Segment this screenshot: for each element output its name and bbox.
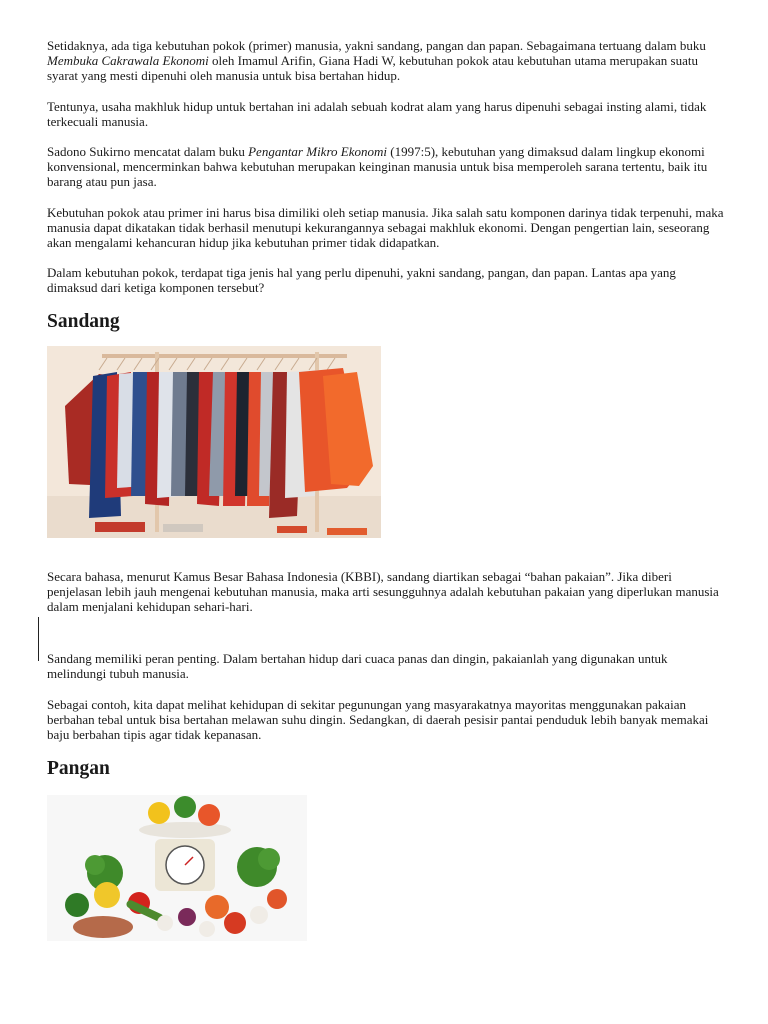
paragraph-survival: Tentunya, usaha makhluk hidup untuk bertahan ini adalah sebuah kodrat alam yang harus dipenuhi sebagai insting alami, tidak terkecuali manusia. [47, 98, 707, 129]
spacer [47, 614, 727, 651]
text-cursor [38, 617, 39, 661]
paragraph-three-types: Dalam kebutuhan pokok, terdapat tiga jenis hal yang perlu dipenuhi, yakni sandang, pangan, dan papan. Lantas apa yang dimaksud dari ketiga komponen tersebut? [47, 265, 676, 296]
paragraph-text: Setidaknya, ada tiga kebutuhan pokok (primer) manusia, yakni sandang, pangan dan papan. Sebagaimana tertuang dalam buku [47, 38, 706, 53]
clothing-rack-illustration [47, 346, 381, 538]
heading-pangan: Pangan [47, 758, 110, 780]
paragraph-example: Sebagai contoh, kita dapat melihat kehidupan di sekitar pegunungan yang masyarakatnya mayoritas menggunakan pakaian berbahan tebal untuk bisa bertahan melawan suhu dingin. Sedangkan, di daerah pesisir pantai penduduk lebih banyak memakai baju berbahan tipis agar tidak kepanasan. [47, 696, 709, 743]
paragraph-sukirno [47, 144, 727, 190]
book-title: Membuka Cakrawala Ekonomi [47, 53, 209, 69]
paragraph-sandang-role: Sandang memiliki peran penting. Dalam bertahan hidup dari cuaca panas dan dingin, pakaianlah yang digunakan untuk melindungi tubuh manusia. [47, 651, 668, 682]
paragraph-text: (1997:5), kebutuhan yang dimaksud dalam lingkup ekonomi konvensional, mencerminkan bahwa kebutuhan merupakan keinginan manusia untuk bisa memperoleh sarana tertentu, baik itu barang atau pun jasa. [47, 144, 708, 190]
book-title: Pengantar Mikro Ekonomi [248, 144, 387, 160]
clothing-rack-image [47, 346, 381, 538]
vegetables-scale-illustration [47, 795, 307, 941]
paragraph-primary-needs: Kebutuhan pokok atau primer ini harus bisa dimiliki oleh setiap manusia. Jika salah satu komponen darinya tidak terpenuhi, maka manusia dapat dikatakan tidak berhasil menutupi kekurangannya sebagai makhluk ekonomi. Dengan pengertian lain, seseorang akan mengalami kehancuran hidup jika kebutuhan primer tidak didapatkan. [47, 204, 724, 251]
heading-sandang: Sandang [47, 310, 120, 332]
paragraph-text: oleh Imamul Arifin, Giana Hadi W, kebutuhan pokok atau kebutuhan utama merupakan suatu syarat yang mesti dipenuhi oleh manusia untuk bisa bertahan hidup. [47, 53, 698, 84]
document-page [47, 38, 727, 941]
paragraph-intro [47, 38, 727, 84]
paragraph-text: Sadono Sukirno mencatat dalam buku [47, 144, 249, 160]
paragraph-kbbi: Secara bahasa, menurut Kamus Besar Bahasa Indonesia (KBBI), sandang diartikan sebagai “bahan pakaian”. Jika diberi penjelasan lebih jauh mengenai kebutuhan manusia, maka arti sesungguhnya adalah kebutuhan pakaian yang diperlukan manusia dalam menjalani kehidupan sehari-hari. [47, 568, 719, 615]
vegetables-scale-image [47, 795, 307, 941]
